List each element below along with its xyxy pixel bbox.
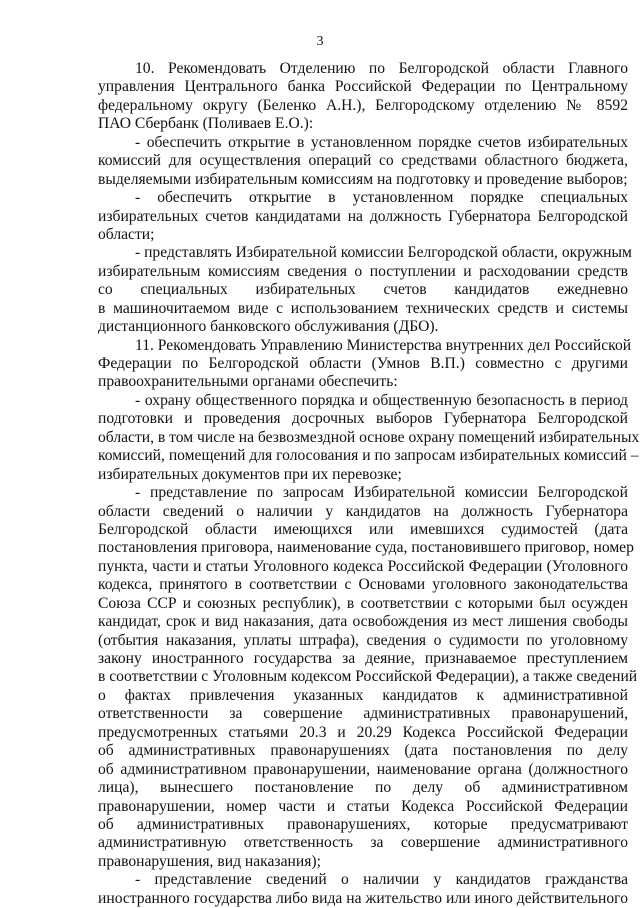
- text-line: подготовки и проведения досрочных выборов Губернатора Белгородской: [98, 410, 628, 428]
- text-line: управления Центрального банка Российской Федерации по Центральному: [98, 78, 628, 96]
- text-line: области;: [98, 225, 155, 243]
- text-line: лица), вынесшего постановление по делу об административном: [98, 779, 628, 797]
- text-line: комиссий, помещений для голосования и по запросам избирательных комиссий –: [98, 447, 639, 465]
- text-line: в соответствии с Уголовным кодексом Российской Федерации), а также сведений: [98, 668, 638, 686]
- text-line: кандидат, срок и вид наказания, дата освобождения из мест лишения свободы: [98, 613, 628, 631]
- text-line: правоохранительными органами обеспечить:: [98, 373, 398, 391]
- text-line: ПАО Сбербанк (Поливаев Е.О.):: [98, 115, 314, 133]
- text-line: правонарушении, номер части и статьи Кодекса Российской Федерации: [98, 797, 628, 815]
- text-line: 11. Рекомендовать Управлению Министерства внутренних дел Российской: [135, 336, 632, 354]
- text-line: комиссий для осуществления операций со средствами областного бюджета,: [98, 152, 628, 170]
- text-line: - обеспечить открытие в установленном порядке счетов избирательных: [135, 133, 628, 151]
- text-line: 10. Рекомендовать Отделению по Белгородской области Главного: [135, 60, 628, 77]
- page-number: 3: [316, 34, 324, 49]
- text-line: закону иностранного государства за деяние, признаваемое преступлением: [98, 650, 628, 667]
- text-line: пункта, части и статьи Уголовного кодекса Российской Федерации (Уголовного: [98, 557, 628, 575]
- text-line: Белгородской области имеющихся или имевшихся судимостей (дата: [98, 520, 628, 538]
- text-line: области сведений о наличии у кандидатов на должность Губернатора: [98, 502, 628, 520]
- text-line: об административном правонарушении, наименование органа (должностного: [98, 760, 628, 778]
- text-line: выделяемыми избирательным комиссиям на подготовку и проведение выборов;: [98, 170, 628, 188]
- text-line: кодекса, принятого в соответствии с Основами уголовного законодательства: [98, 576, 628, 594]
- text-line: - обеспечить открытие в установленном порядке специальных: [135, 189, 628, 207]
- text-line: - представление сведений о наличии у кандидатов гражданства: [135, 871, 628, 889]
- text-line: дистанционного банковского обслуживания (ДБО).: [98, 318, 439, 336]
- text-line: избирательных документов при их перевозке;: [98, 465, 402, 483]
- text-line: со специальных избирательных счетов кандидатов ежедневно: [98, 281, 628, 299]
- text-line: области, в том числе на безвозмездной основе охрану помещений избирательных: [98, 428, 640, 446]
- text-line: административную ответственность за совершение административного: [98, 834, 628, 852]
- text-line: - представлять Избирательной комиссии Белгородской области, окружным: [135, 244, 632, 262]
- text-line: иностранного государства либо вида на жительство или иного действительного: [98, 889, 628, 907]
- text-line: ответственности за совершение административных правонарушений,: [98, 705, 628, 723]
- text-line: Федерации по Белгородской области (Умнов В.П.) совместно с другими: [98, 355, 628, 372]
- text-line: в машиночитаемом виде с использованием технических средств и системы: [98, 299, 628, 317]
- text-line: правонарушения, вид наказания);: [98, 852, 321, 870]
- text-line: Союза ССР и союзных республик), в соответствии с которыми был осужден: [98, 594, 628, 612]
- text-line: о фактах привлечения указанных кандидатов к административной: [98, 686, 628, 704]
- text-line: постановления приговора, наименование суда, постановившего приговор, номер: [98, 539, 634, 557]
- document-body: [98, 60, 640, 908]
- text-line: - представление по запросам Избирательной комиссии Белгородской: [135, 484, 628, 502]
- text-line: избирательным комиссиям сведения о поступлении и расходовании средств: [98, 262, 628, 280]
- text-line: - охрану общественного порядка и общественную безопасность в период: [135, 391, 628, 409]
- text-line: об административных правонарушениях, которые предусматривают: [98, 815, 628, 833]
- text-line: об административных правонарушениях (дата постановления по делу: [98, 742, 628, 760]
- text-line: (отбытия наказания, уплаты штрафа), сведения о судимости по уголовному: [98, 631, 628, 649]
- text-line: федеральному округу (Беленко А.Н.), Белгородскому отделению № 8592: [98, 96, 628, 114]
- text-line: предусмотренных статьями 20.3 и 20.29 Кодекса Российской Федерации: [98, 723, 628, 741]
- text-line: избирательных счетов кандидатами на должность Губернатора Белгородской: [98, 207, 628, 225]
